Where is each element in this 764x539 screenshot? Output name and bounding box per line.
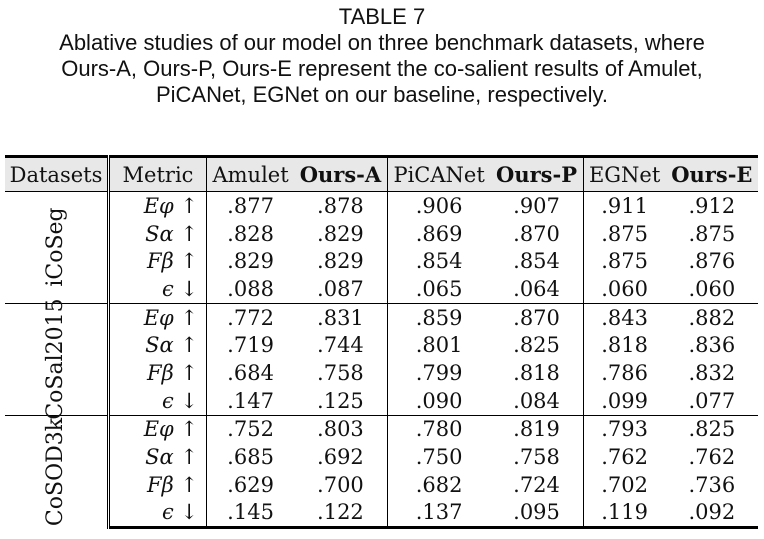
caption-line: Ours-A, Ours-P, Ours-E represent the co-salient results of Amulet, [61,56,703,81]
table-caption [0,4,764,108]
dataset-cell [5,192,109,304]
header-ours-a: Ours-A [294,157,387,192]
value-cell: .772 [207,303,295,331]
value-cell: .752 [207,415,295,443]
header-ours-e: Ours-E [666,157,758,192]
value-cell: .875 [688,221,736,246]
value-cell: .762 [688,445,736,470]
caption-line: PiCANet, EGNet on our baseline, respectively. [155,82,609,107]
value-cell: .065 [415,276,463,301]
value-cell: .876 [688,249,736,274]
metric-cell: ϵ ↓ [109,499,207,528]
value-cell: .911 [601,193,648,218]
value-cell: .870 [491,220,584,248]
value-cell: .685 [227,445,274,470]
metric-cell: Eφ ↑ [109,303,207,331]
value-cell: .119 [583,499,666,528]
value-cell: .692 [294,443,387,471]
value-cell: .906 [415,193,463,218]
metric-cell: Fβ ↑ [109,247,207,275]
header-amulet: Amulet [207,157,295,192]
table-row [5,247,758,275]
value-cell: .719 [227,333,274,358]
value-cell: .780 [387,415,490,443]
value-cell: .829 [294,220,387,248]
value-cell: .878 [294,192,387,220]
header-datasets: Datasets [5,157,109,192]
value-cell: .843 [583,303,666,331]
value-cell: .095 [491,499,584,528]
value-cell: .090 [415,388,463,413]
value-cell: .828 [227,221,274,246]
value-cell: .818 [491,359,584,387]
value-cell: .829 [294,247,387,275]
value-cell: .819 [491,415,584,443]
metric-cell: Eφ ↑ [109,415,207,443]
value-cell: .859 [387,303,490,331]
value-cell: .793 [583,415,666,443]
value-cell: .736 [688,472,736,497]
metric-cell: ϵ ↓ [109,275,207,303]
value-cell: .060 [688,276,736,301]
value-cell: .758 [294,359,387,387]
table-row [5,499,758,528]
value-cell: .818 [601,333,648,358]
value-cell: .831 [294,303,387,331]
header-ours-p: Ours-P [491,157,584,192]
value-cell: .700 [294,471,387,499]
table-row [5,415,758,443]
value-cell: .682 [415,472,463,497]
table-title: TABLE 7 [338,4,426,29]
value-cell: .724 [491,471,584,499]
header-metric: Metric [109,157,207,192]
value-cell: .829 [227,249,274,274]
value-cell: .875 [601,249,648,274]
value-cell: .702 [601,472,648,497]
value-cell: .092 [666,499,758,528]
header-row [5,157,758,192]
value-cell: .786 [601,360,648,385]
value-cell: .762 [601,445,648,470]
metric-cell: Fβ ↑ [109,471,207,499]
caption-line: Ablative studies of our model on three benchmark datasets, where [59,30,705,55]
value-cell: .882 [666,303,758,331]
metric-cell: ϵ ↓ [109,387,207,415]
value-cell: .870 [491,303,584,331]
value-cell: .869 [415,221,463,246]
value-cell: .122 [294,499,387,528]
value-cell: .145 [207,499,295,528]
table-row [5,471,758,499]
value-cell: .137 [387,499,490,528]
value-cell: .064 [491,275,584,303]
value-cell: .825 [491,331,584,359]
value-cell: .907 [491,192,584,220]
value-cell: .629 [227,472,274,497]
table-row [5,275,758,303]
value-cell: .758 [491,443,584,471]
table-row [5,331,758,359]
value-cell: .077 [688,388,736,413]
value-cell: .099 [601,388,648,413]
table-row [5,303,758,331]
value-cell: .084 [491,387,584,415]
dataset-label: CoSOD3k [43,417,68,526]
metric-cell: Sα ↑ [109,220,207,248]
value-cell: .125 [294,387,387,415]
value-cell: .750 [415,445,463,470]
dataset-cell [5,415,109,528]
value-cell: .060 [601,276,648,301]
value-cell: .088 [227,276,274,301]
value-cell: .744 [294,331,387,359]
value-cell: .854 [491,247,584,275]
value-cell: .836 [688,333,736,358]
table-row [5,359,758,387]
dataset-label: iCoSeg [43,207,68,288]
table-row [5,220,758,248]
value-cell: .684 [227,360,274,385]
ablation-table [5,155,758,529]
metric-cell: Fβ ↑ [109,359,207,387]
metric-cell: Sα ↑ [109,331,207,359]
value-cell: .877 [227,193,274,218]
table-row [5,387,758,415]
value-cell: .832 [688,360,736,385]
header-picanet: PiCANet [387,157,490,192]
value-cell: .803 [294,415,387,443]
value-cell: .854 [415,249,463,274]
table-row [5,443,758,471]
value-cell: .087 [294,275,387,303]
value-cell: .801 [415,333,463,358]
value-cell: .825 [666,415,758,443]
dataset-label: CoSal2015 [43,298,68,420]
value-cell: .912 [688,193,736,218]
dataset-cell [5,298,109,420]
value-cell: .147 [227,388,274,413]
table-row [5,192,758,220]
value-cell: .799 [415,360,463,385]
metric-cell: Eφ ↑ [109,192,207,220]
header-egnet: EGNet [583,157,666,192]
value-cell: .875 [601,221,648,246]
metric-cell: Sα ↑ [109,443,207,471]
